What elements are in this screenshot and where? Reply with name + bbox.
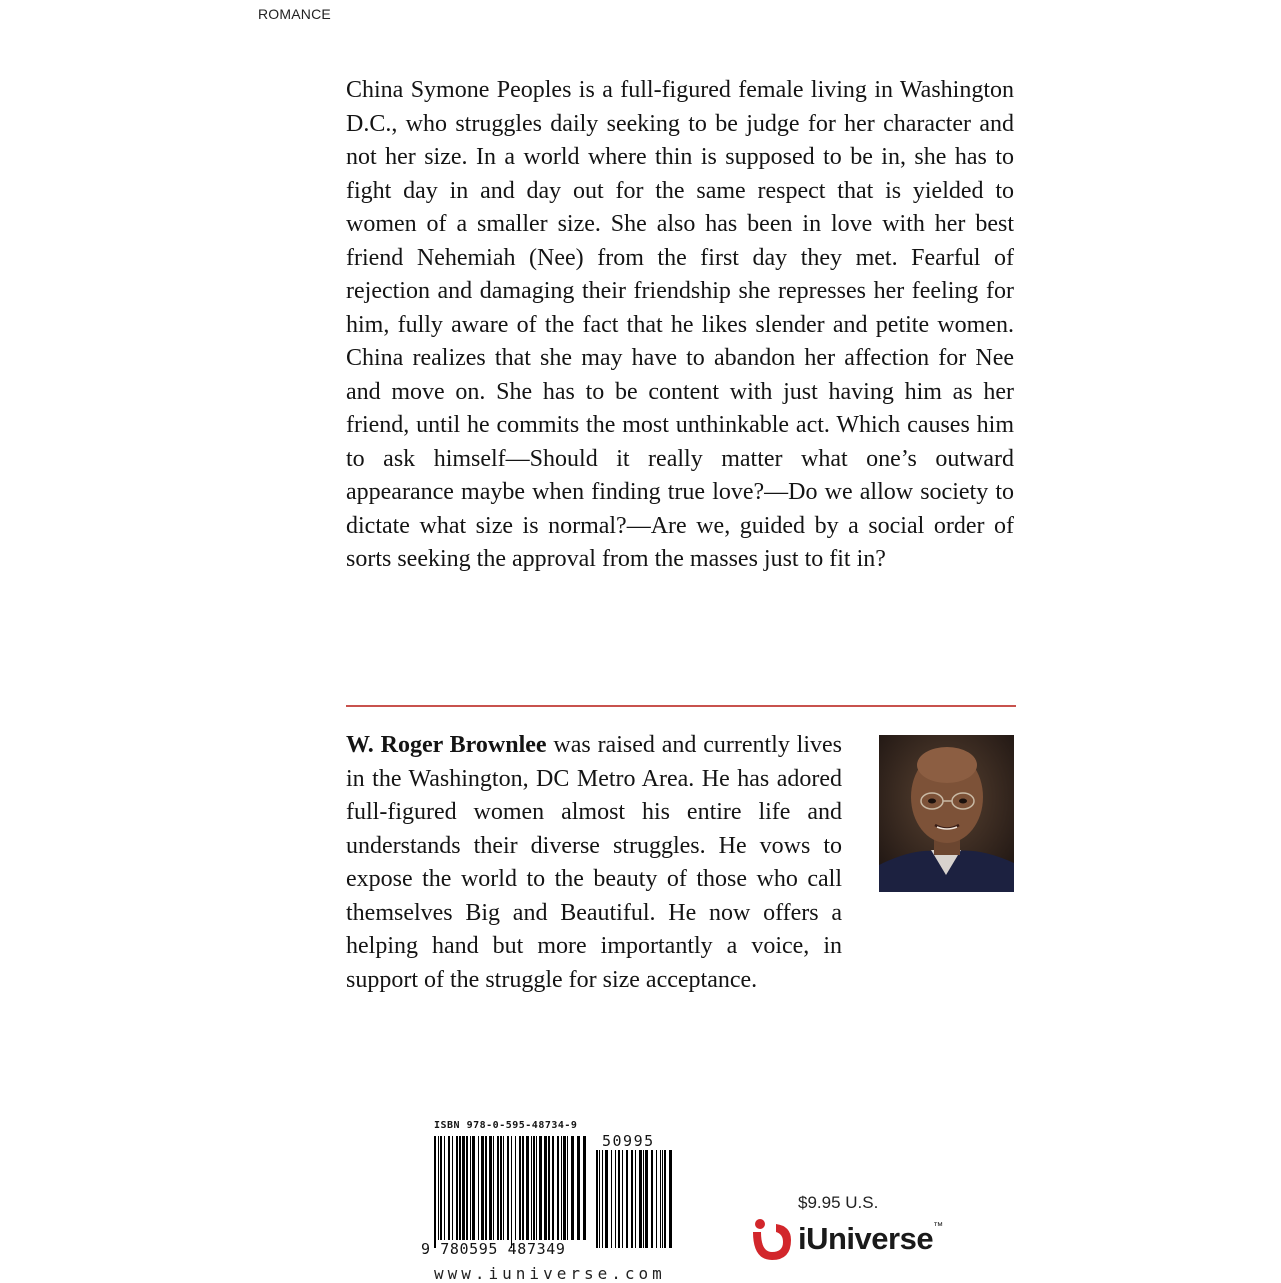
barcode-image — [420, 1136, 680, 1251]
barcode-addon-bar — [645, 1150, 648, 1248]
barcode-bar — [539, 1136, 542, 1240]
barcode-bar — [497, 1136, 499, 1240]
barcode-bar — [456, 1136, 458, 1240]
barcode-addon-bar — [599, 1150, 600, 1248]
barcode-bar — [511, 1136, 512, 1248]
barcode-addon-bar — [639, 1150, 642, 1248]
barcode-bar — [571, 1136, 574, 1240]
genre-label: ROMANCE — [258, 6, 331, 22]
barcode-bar — [500, 1136, 502, 1240]
barcode-addon-bar — [660, 1150, 661, 1248]
barcode-bar — [452, 1136, 453, 1240]
barcode-bar — [478, 1136, 479, 1240]
barcode-bar — [567, 1136, 568, 1240]
barcode-bar — [503, 1136, 504, 1240]
publisher-website: www.iuniverse.com — [434, 1264, 666, 1283]
book-price: $9.95 U.S. — [798, 1193, 879, 1212]
barcode-bar — [485, 1136, 487, 1240]
barcode-bar — [481, 1136, 484, 1240]
barcode-bar — [507, 1136, 509, 1240]
barcode-bar — [440, 1136, 442, 1240]
barcode-bar — [548, 1136, 550, 1240]
barcode-addon-bar — [626, 1150, 628, 1248]
section-divider — [346, 705, 1016, 707]
barcode-addon-bar — [611, 1150, 612, 1248]
barcode-bar — [583, 1136, 586, 1240]
publisher-logo — [750, 1214, 943, 1264]
barcode-bar — [563, 1136, 566, 1240]
barcode-bar — [462, 1136, 465, 1240]
barcode-bar — [444, 1136, 445, 1240]
barcode-bar — [522, 1136, 524, 1240]
barcode-bar — [438, 1136, 439, 1240]
barcode-addon-bar — [651, 1150, 653, 1248]
barcode-bar — [531, 1136, 532, 1240]
publisher-name: iUniverse™ — [798, 1221, 943, 1256]
barcode-bar — [515, 1136, 516, 1240]
barcode-bar — [544, 1136, 547, 1240]
barcode-addon-bar — [662, 1150, 663, 1248]
author-name: W. Roger Brownlee — [346, 732, 547, 758]
author-photo — [879, 735, 1014, 892]
barcode-addon-bar — [605, 1150, 608, 1248]
barcode-bar — [552, 1136, 554, 1240]
barcode-addon-bar — [643, 1150, 644, 1248]
barcode-bar — [577, 1136, 580, 1240]
author-bio-text: was raised and currently lives in the Washington, DC Metro Area. He has adored full-figured women almost his entire life and understands their diverse struggles. He vows to expose the world to the beauty of those who call themselves Big and Beautiful. He now offers a helping hand but more importantly a voice, in support of the struggle for size acceptance. — [346, 732, 842, 993]
barcode-bar — [466, 1136, 468, 1240]
barcode-addon-bar — [631, 1150, 633, 1248]
barcode-addon-bar — [615, 1150, 616, 1248]
isbn-label: ISBN 978-0-595-48734-9 — [434, 1120, 578, 1131]
book-synopsis: China Symone Peoples is a full-figured female living in Washington D.C., who struggles daily seeking to be judge for her character and not her size. In a world where thin is supposed to be in, she has to fight day in and day out for the same respect that is yielded to women of a smaller size. She also has been in love with her best friend Nehemiah (Nee) from the first day they met. Fearful of rejection and damaging their friendship she represses her feeling for him, fully aware of the fact that he likes slender and petite women. China realizes that she may have to abandon her affection for Nee and move on. She has to be content with just having him as her friend, until he commits the most unthinkable act. Which causes him to ask himself—Should it really matter what one’s outward appearance maybe when finding true love?—Do we allow society to dictate what size is normal?—Are we, guided by a social order of sorts seeking the approval from the masses just to fit in? — [346, 77, 1014, 572]
barcode-bar — [526, 1136, 529, 1240]
barcode-bar — [561, 1136, 562, 1240]
barcode-bar — [434, 1136, 436, 1248]
barcode-addon-bar — [664, 1150, 666, 1248]
barcode-bar — [493, 1136, 494, 1240]
barcode-addon-bar — [635, 1150, 636, 1248]
barcode-bar — [557, 1136, 559, 1240]
barcode-bar — [459, 1136, 461, 1240]
barcode-bar — [448, 1136, 450, 1240]
barcode-bar — [519, 1136, 521, 1240]
barcode-addon-bar — [596, 1150, 598, 1248]
barcode-bar — [472, 1136, 475, 1240]
barcode-addon-bar — [618, 1150, 620, 1248]
author-bio — [346, 729, 842, 997]
barcode-addon-bar — [656, 1150, 657, 1248]
barcode-bar — [489, 1136, 492, 1240]
price-code: 50995 — [602, 1132, 655, 1150]
barcode-addon-bar — [622, 1150, 623, 1248]
barcode-addon-bar — [669, 1150, 672, 1248]
barcode-bar — [470, 1136, 471, 1240]
barcode-bar — [536, 1136, 537, 1240]
barcode-addon-bar — [602, 1150, 603, 1248]
iuniverse-logo-icon — [750, 1216, 792, 1262]
barcode-digits: 9 780595 487349 — [421, 1240, 566, 1258]
barcode-bar — [533, 1136, 535, 1240]
